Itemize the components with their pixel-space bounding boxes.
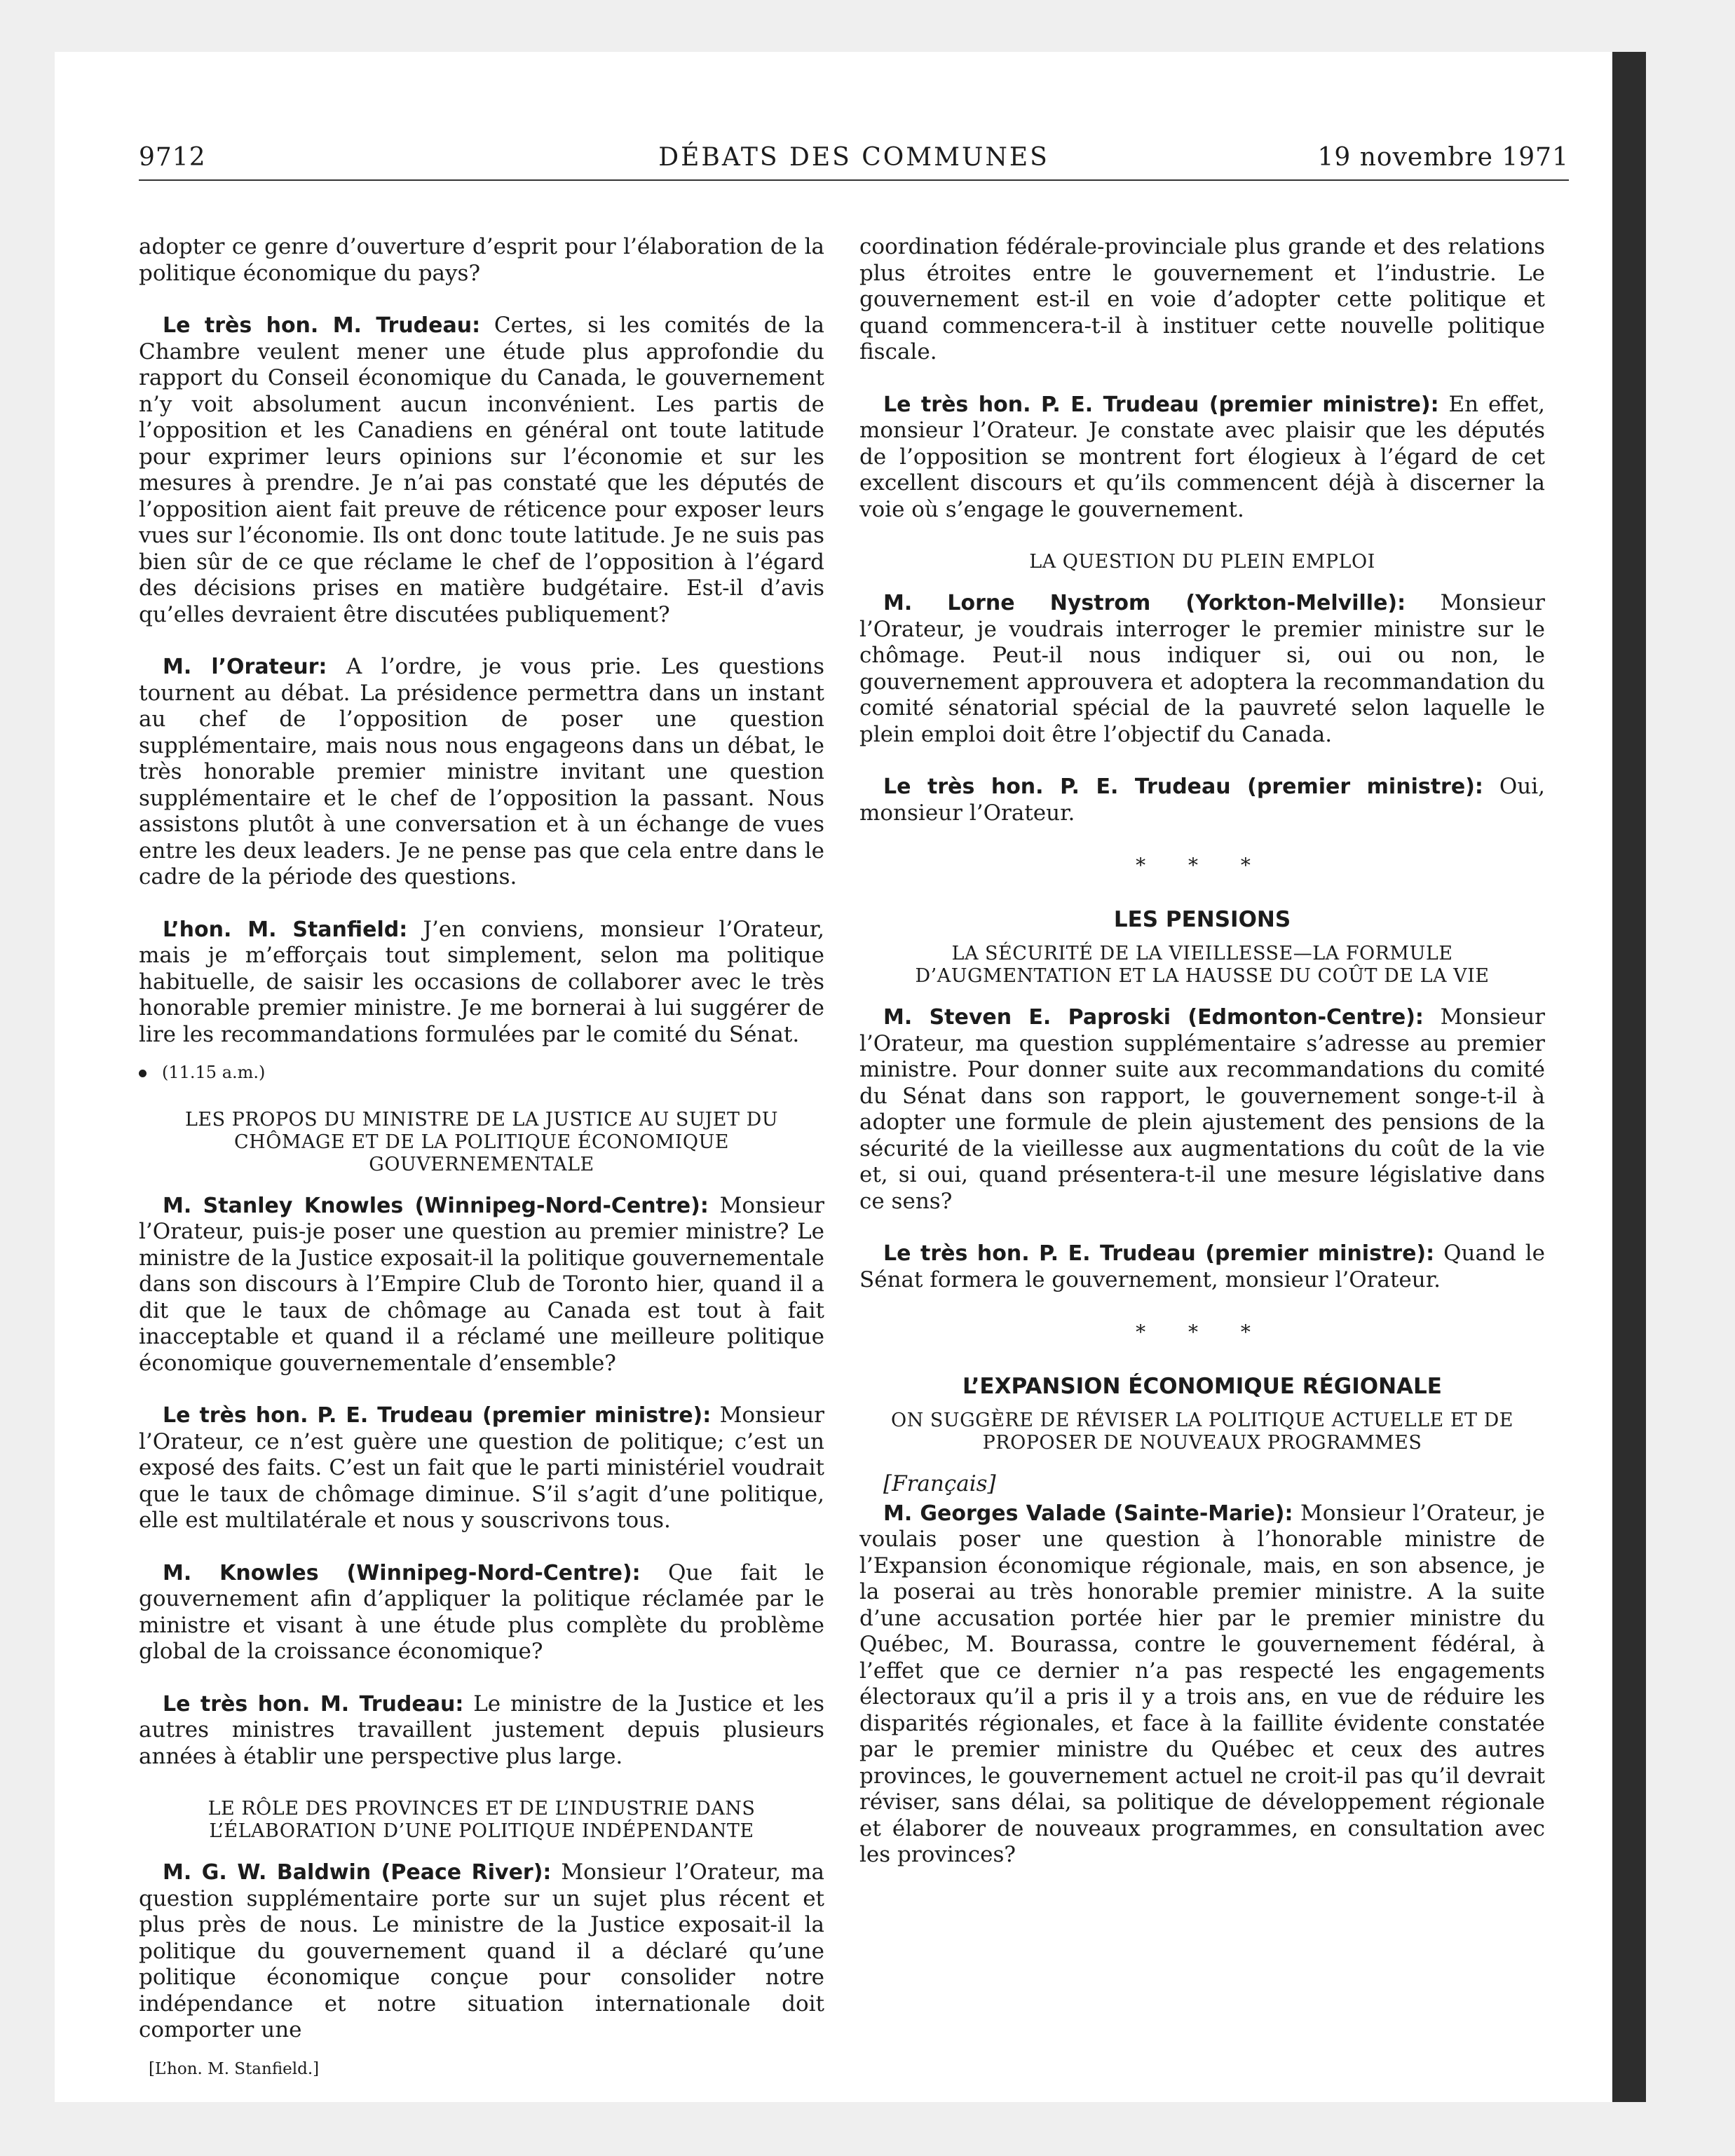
paragraph — [859, 1501, 1545, 1869]
speech-text: Certes, si les comités de la Chambre veulent mener une étude plus approfondie du rapport du Conseil économique du Canada, le gouvernement n’y voit absolument aucun inconvénient. Les partis de l’opposition et les Canadiens en général ont toute latitude pour exprimer leurs opinions sur l’économie et sur les mesures à prendre. Je n’ai pas constaté que les députés de l’opposition aient fait preuve de réticence pour exposer leurs vues sur l’économie. Ils ont donc toute latitude. Je ne suis pas bien sûr de ce que réclame le chef de l’opposition à l’égard des décisions prises en matière budgétaire. Est-il d’avis qu’elles devraient être discutées publiquement? — [139, 313, 824, 627]
section-heading: LES PENSIONS — [1113, 906, 1291, 932]
speaker-name: Le très hon. P. E. Trudeau (premier ministre): — [883, 775, 1483, 799]
paragraph: coordination fédérale-provinciale plus grande et des relations plus étroites entre le gouvernement et l’industrie. Le gouvernement est-il en voie d’adopter cette politique et quand commencera-t-il à instituer cette nouvelle politique fiscale. — [859, 234, 1545, 364]
speaker-name: Le très hon. P. E. Trudeau (premier ministre): — [163, 1403, 712, 1428]
page-footer-note: [L’hon. M. Stanfield.] — [149, 2059, 320, 2078]
speaker-name: M. Georges Valade (Sainte-Marie): — [883, 1501, 1293, 1526]
speaker-name: Le très hon. M. Trudeau: — [163, 313, 481, 338]
page-header — [139, 143, 1569, 181]
paragraph — [139, 654, 824, 891]
paragraph: adopter ce genre d’ouverture d’esprit pour l’élaboration de la politique économique du pays? — [139, 234, 824, 286]
speaker-name: M. Steven E. Paproski (Edmonton-Centre): — [883, 1005, 1424, 1030]
paragraph — [139, 1403, 824, 1534]
section-subheading: LA QUESTION DU PLEIN EMPLOI — [1029, 551, 1375, 573]
speech-text: J’en conviens, monsieur l’Orateur, mais je m’efforçais tout simplement, selon ma politique habituelle, de saisir les occasions de collaborer avec le très honorable premier ministre. Je me bornerai à lui suggérer de lire les recommandations formulées par le comité du Sénat. — [139, 916, 824, 1047]
publication-title: DÉBATS DES COMMUNES — [658, 143, 1049, 172]
paragraph — [859, 392, 1545, 524]
speaker-name: M. G. W. Baldwin (Peace River): — [163, 1860, 552, 1885]
speech-text: Monsieur l’Orateur, ce n’est guère une question de politique; c’est un exposé des faits. C’est un fait que le parti ministériel voudrait que le taux de chômage diminue. S’il s’agit d’une politique, elle est multilatérale et nous y souscrivons tous. — [139, 1403, 824, 1533]
speaker-name: M. Lorne Nystrom (Yorkton-Melville): — [883, 591, 1406, 615]
section-subheading: ON SUGGÈRE DE RÉVISER LA POLITIQUE ACTUELLE ET DE PROPOSER DE NOUVEAUX PROGRAMMES — [890, 1410, 1514, 1454]
speaker-name: Le très hon. M. Trudeau: — [163, 1691, 464, 1717]
time-text: (11.15 a.m.) — [162, 1063, 266, 1082]
paragraph — [139, 1860, 824, 2044]
speaker-name: M. l’Orateur: — [163, 655, 327, 679]
speech-text: Le ministre de la Justice et les autres ministres travaillent justement depuis plusieurs années à établir une perspective plus large. — [139, 1691, 824, 1769]
section-separator: * * * — [1136, 1321, 1269, 1344]
speech-text: Oui, monsieur l’Orateur. — [859, 774, 1545, 826]
speaker-name: Le très hon. P. E. Trudeau (premier ministre): — [883, 392, 1439, 417]
right-column — [859, 234, 1545, 1895]
left-column — [139, 234, 824, 2082]
paragraph — [859, 590, 1545, 748]
speech-text: Que fait le gouvernement afin d’appliquer la politique réclamée par le ministre et visant à une étude plus complète du problème global de la croissance économique? — [139, 1560, 824, 1664]
scan-edge-shadow — [1612, 52, 1646, 2102]
speech-text: En effet, monsieur l’Orateur. Je constate avec plaisir que les députés de l’opposition se montrent fort élogieux à l’égard de cet excellent discours et qu’ils commencent déjà à discerner la voie où s’engage le gouvernement. — [859, 391, 1545, 522]
publication-date: 19 novembre 1971 — [1317, 143, 1569, 172]
paragraph — [139, 1691, 824, 1770]
paragraph — [139, 917, 824, 1049]
section-subheading: LES PROPOS DU MINISTRE DE LA JUSTICE AU SUJET DU CHÔMAGE ET DE LA POLITIQUE ÉCONOMIQUE GOUVERNEMENTALE — [185, 1108, 778, 1175]
paragraph — [859, 1004, 1545, 1215]
speaker-name: Le très hon. P. E. Trudeau (premier ministre): — [883, 1241, 1435, 1266]
bullet-dot-icon — [139, 1070, 147, 1077]
section-subheading: LE RÔLE DES PROVINCES ET DE L’INDUSTRIE DANS L’ÉLABORATION D’UNE POLITIQUE INDÉPENDANTE — [207, 1798, 756, 1842]
speech-text: Monsieur l’Orateur, je voudrais interroger le premier ministre sur le chômage. Peut-il nous indiquer si, oui ou non, le gouvernement approuvera et adoptera la recommandation du comité sénatorial spécial de la pauvreté selon laquelle le plein emploi doit être l’objectif du Canada. — [859, 590, 1545, 747]
language-tag: [Français] — [883, 1471, 996, 1496]
paragraph — [139, 313, 824, 628]
page-number: 9712 — [139, 143, 206, 172]
paragraph — [859, 774, 1545, 826]
speaker-name: M. Stanley Knowles (Winnipeg-Nord-Centre): — [163, 1193, 709, 1218]
paragraph — [859, 1241, 1545, 1293]
speech-text: Monsieur l’Orateur, ma question supplémentaire porte sur un sujet plus récent et plus près de nous. Le ministre de la Justice exposait-il la politique du gouvernement quand il a déclaré qu’une politique économique conçue pour consolider notre indépendance et notre situation internationale doit comporter une — [139, 1860, 824, 2042]
section-heading: L’EXPANSION ÉCONOMIQUE RÉGIONALE — [962, 1373, 1442, 1399]
section-separator: * * * — [1136, 854, 1269, 877]
speech-text: Quand le Sénat formera le gouvernement, monsieur l’Orateur. — [859, 1241, 1545, 1292]
speech-text: Monsieur l’Orateur, je voulais poser une question à l’honorable ministre de l’Expansion économique régionale, mais, en son absence, je la poserai au très honorable premier ministre. A la suite d’une accusation portée hier par le premier ministre du Québec, M. Bourassa, contre le gouvernement fédéral, à l’effet que ce dernier n’a pas respecté les engagements électoraux qu’il a pris il y a trois ans, en vue de réduire les disparités régionales, et face à la faillite évidente constatée par le premier ministre du Québec et ceux des autres provinces, le gouvernement actuel ne croit-il pas qu’il devrait réviser, sans délai, sa politique de développement régionale et élaborer de nouveaux programmes, en consultation avec les provinces? — [859, 1500, 1545, 1867]
paragraph — [139, 1193, 824, 1377]
speech-text: Monsieur l’Orateur, ma question supplémentaire s’adresse au premier ministre. Pour donner suite aux recommandations du comité du Sénat dans son rapport, le gouvernement songe-t-il à adopter une formule de plein ajustement des pensions de la sécurité de la vieillesse aux augmentations du coût de la vie et, si oui, quand présentera-t-il une mesure législative dans ce sens? — [859, 1004, 1545, 1214]
speaker-name: M. Knowles (Winnipeg-Nord-Centre): — [163, 1560, 641, 1585]
speech-text: Monsieur l’Orateur, puis-je poser une question au premier ministre? Le ministre de la Justice exposait-il la politique gouvernementale dans son discours à l’Empire Club de Toronto hier, quand il a dit que le taux de chômage au Canada est tout à fait inacceptable et quand il a réclamé une meilleure politique économique gouvernementale d’ensemble? — [139, 1192, 824, 1376]
time-marker — [139, 1060, 824, 1086]
speech-text: A l’ordre, je vous prie. Les questions tournent au débat. La présidence permettra dans un instant au chef de l’opposition de poser une question supplémentaire, mais nous nous engageons dans un débat, le très honorable premier ministre invitant une question supplémentaire et le chef de l’opposition la passant. Nous assistons plutôt à une conversation et à un échange de vues entre les deux leaders. Je ne pense pas que cela entre dans le cadre de la période des questions. — [139, 654, 824, 889]
speaker-name: L’hon. M. Stanfield: — [163, 917, 408, 942]
paragraph — [139, 1560, 824, 1665]
section-subheading: LA SÉCURITÉ DE LA VIEILLESSE—LA FORMULE D’AUGMENTATION ET LA HAUSSE DU COÛT DE LA VIE — [915, 943, 1490, 987]
